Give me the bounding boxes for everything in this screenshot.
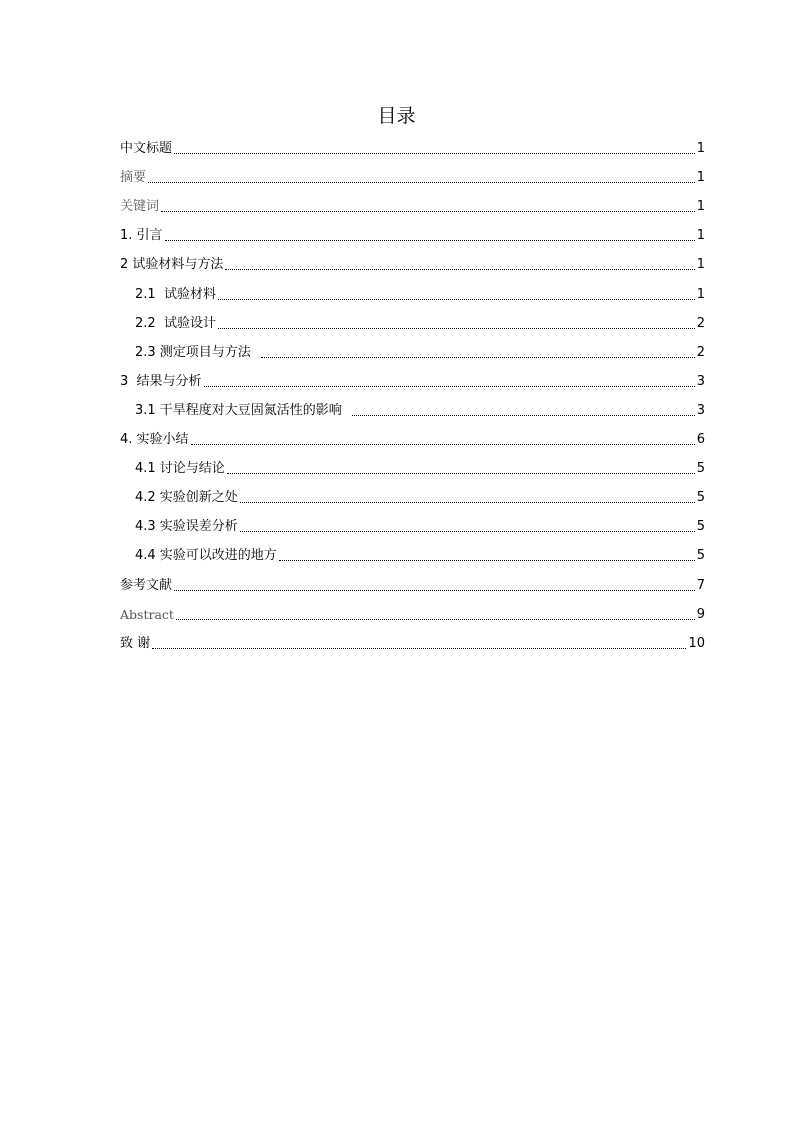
- toc-entry-page: 1: [696, 199, 705, 215]
- toc-entry-4-1[interactable]: [120, 452, 705, 481]
- toc-entry-4-4[interactable]: [120, 539, 705, 568]
- toc-entry-abstract-en[interactable]: [120, 598, 705, 627]
- toc-entry-page: 2: [696, 315, 705, 331]
- toc-entry-2-1[interactable]: [120, 277, 705, 306]
- toc-entry-label: 2 试验材料与方法: [120, 257, 224, 273]
- toc-entry-page: 1: [696, 170, 705, 186]
- toc-entry-page: 5: [696, 548, 705, 564]
- toc-entry-label: 摘要: [120, 170, 147, 186]
- toc-entry-label: 4. 实验小结: [120, 432, 189, 448]
- dot-leader: [148, 181, 695, 183]
- toc-entry-summary[interactable]: [120, 423, 705, 452]
- dot-leader: [152, 647, 686, 649]
- toc-entry-page: 6: [696, 432, 705, 448]
- toc-entry-label: 4.4 实验可以改进的地方: [135, 548, 277, 564]
- toc-entry-acknowledgements[interactable]: [120, 627, 705, 656]
- toc-entry-label: 关键词: [120, 199, 160, 215]
- dot-leader: [204, 385, 695, 387]
- toc-entry-label: 1. 引言: [120, 228, 163, 244]
- toc-entry-3-1[interactable]: [120, 394, 705, 423]
- toc-entry-page: 3: [696, 373, 705, 389]
- dot-leader: [279, 559, 695, 561]
- dot-leader: [352, 414, 695, 416]
- toc-entry-introduction[interactable]: [120, 219, 705, 248]
- toc-entry-label: 2.2 试验设计: [135, 315, 216, 331]
- toc-entry-keywords[interactable]: [120, 190, 705, 219]
- toc-entry-page: 3: [696, 402, 705, 418]
- toc-entry-page: 1: [696, 257, 705, 273]
- dot-leader: [225, 268, 694, 270]
- dot-leader: [218, 327, 695, 329]
- table-of-contents: [120, 132, 705, 656]
- toc-entry-label: 2.1 试验材料: [135, 286, 216, 302]
- toc-entry-4-3[interactable]: [120, 510, 705, 539]
- toc-entry-label: 致 谢: [120, 635, 151, 651]
- toc-entry-label: 2.3 测定项目与方法: [135, 344, 260, 360]
- toc-entry-references[interactable]: [120, 568, 705, 597]
- dot-leader: [240, 501, 695, 503]
- toc-entry-page: 10: [688, 635, 705, 651]
- dot-leader: [191, 443, 695, 445]
- toc-entry-page: 5: [696, 519, 705, 535]
- toc-entry-results[interactable]: [120, 365, 705, 394]
- toc-entry-label: 中文标题: [120, 141, 173, 157]
- toc-entry-page: 2: [696, 344, 705, 360]
- toc-entry-label: 3 结果与分析: [120, 373, 202, 389]
- dot-leader: [176, 618, 695, 620]
- dot-leader: [218, 298, 695, 300]
- toc-entry-2-3[interactable]: [120, 336, 705, 365]
- toc-entry-page: 1: [696, 228, 705, 244]
- toc-entry-page: 1: [696, 286, 705, 302]
- toc-title: 目录: [377, 105, 416, 127]
- toc-entry-label: Abstract: [120, 606, 174, 622]
- toc-entry-page: 5: [696, 490, 705, 506]
- dot-leader: [174, 152, 695, 154]
- toc-entry-label: 4.2 实验创新之处: [135, 490, 238, 506]
- toc-entry-label: 4.3 实验误差分析: [135, 519, 238, 535]
- toc-entry-page: 7: [696, 577, 705, 593]
- dot-leader: [240, 530, 695, 532]
- toc-entry-label: 3.1 干旱程度对大豆固氮活性的影响: [135, 402, 351, 418]
- toc-entry-4-2[interactable]: [120, 481, 705, 510]
- toc-entry-materials-methods[interactable]: [120, 248, 705, 277]
- toc-entry-page: 1: [696, 141, 705, 157]
- dot-leader: [165, 239, 695, 241]
- dot-leader: [227, 472, 695, 474]
- toc-entry-label: 4.1 讨论与结论: [135, 461, 225, 477]
- toc-entry-abstract-cn[interactable]: [120, 161, 705, 190]
- toc-entry-page: 5: [696, 461, 705, 477]
- dot-leader: [161, 210, 695, 212]
- toc-entry-chinese-title[interactable]: [120, 132, 705, 161]
- toc-entry-page: 9: [696, 606, 705, 622]
- dot-leader: [174, 589, 695, 591]
- dot-leader: [261, 356, 695, 358]
- toc-entry-2-2[interactable]: [120, 307, 705, 336]
- toc-entry-label: 参考文献: [120, 577, 173, 593]
